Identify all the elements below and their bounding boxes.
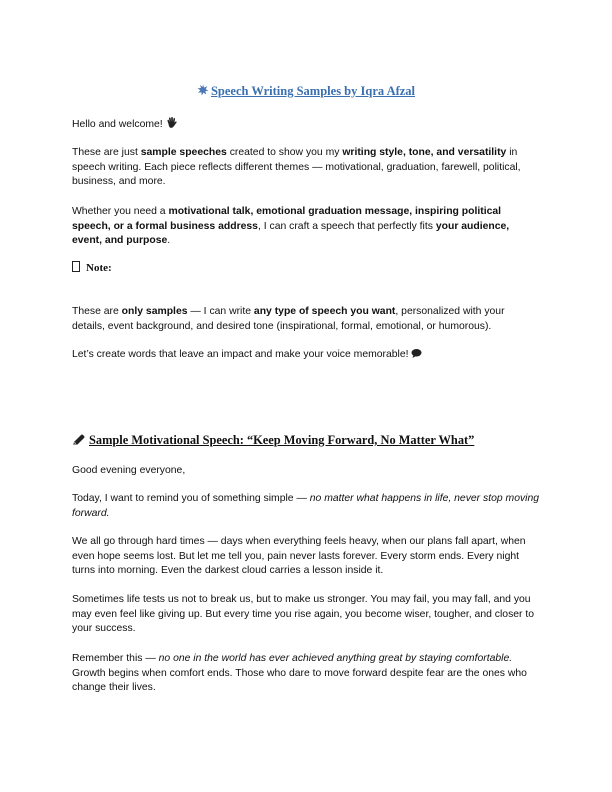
intro-paragraph: These are just sample speeches created to show you my writing style, tone, and versatility in speech writing. Each piece reflects different themes — motivational, graduation, farewell, political, business, and more. xyxy=(72,147,521,188)
services-paragraph: Whether you need a motivational talk, emotional graduation message, inspiring political speech, or a formal business address, I can craft a speech that perfectly fits your audience, event, and purpose. xyxy=(72,206,510,247)
greeting xyxy=(72,117,540,135)
speech-paragraph-3: Sometimes life tests us not to break us, but to make us stronger. You may fail, you may fall, and you may even feel like giving up. But every time you rise again, you become wiser, tougher, and closer to your success. xyxy=(72,594,535,635)
missing-glyph-box-icon xyxy=(72,261,80,272)
pencil-icon xyxy=(72,434,86,446)
note-label: Note: xyxy=(86,262,112,274)
greeting-text: Hello and welcome! xyxy=(72,119,163,130)
note-heading xyxy=(72,261,112,274)
salutation: Good evening everyone, xyxy=(72,465,186,476)
speech-paragraph-1: Today, I want to remind you of something simple — no matter what happens in life, never stop moving forward. xyxy=(72,493,540,519)
spiky-star-icon xyxy=(197,84,209,99)
document-title-text: Speech Writing Samples by Iqra Afzal xyxy=(210,84,416,98)
document-title xyxy=(72,84,540,99)
sample-speech-heading-text: Sample Motivational Speech: “Keep Moving Forward, No Matter What” xyxy=(89,433,475,447)
speech-paragraph-4: Remember this — no one in the world has ever achieved anything great by staying comfortable. Growth begins when comfort ends. Those who dare to move forward despite fear are the ones who change their lives. xyxy=(72,653,527,694)
waving-hand-icon xyxy=(166,117,177,135)
sample-speech-heading xyxy=(72,433,474,448)
closing-line xyxy=(72,348,540,365)
speech-paragraph-2: We all go through hard times — days when everything feels heavy, when our plans fall apart, when even hope seems lost. But let me tell you, pain never lasts forever. Every storm ends. Every night turns into morning. Even the darkest cloud carries a lesson inside it. xyxy=(72,536,526,577)
closing-text: Let’s create words that leave an impact and make your voice memorable! xyxy=(72,349,409,360)
document-page xyxy=(72,0,540,792)
samples-note-paragraph: These are only samples — I can write any type of speech you want, personalized with your details, event background, and desired tone (inspirational, formal, emotional, or humorous). xyxy=(72,306,505,332)
speech-bubble-icon xyxy=(411,348,422,365)
